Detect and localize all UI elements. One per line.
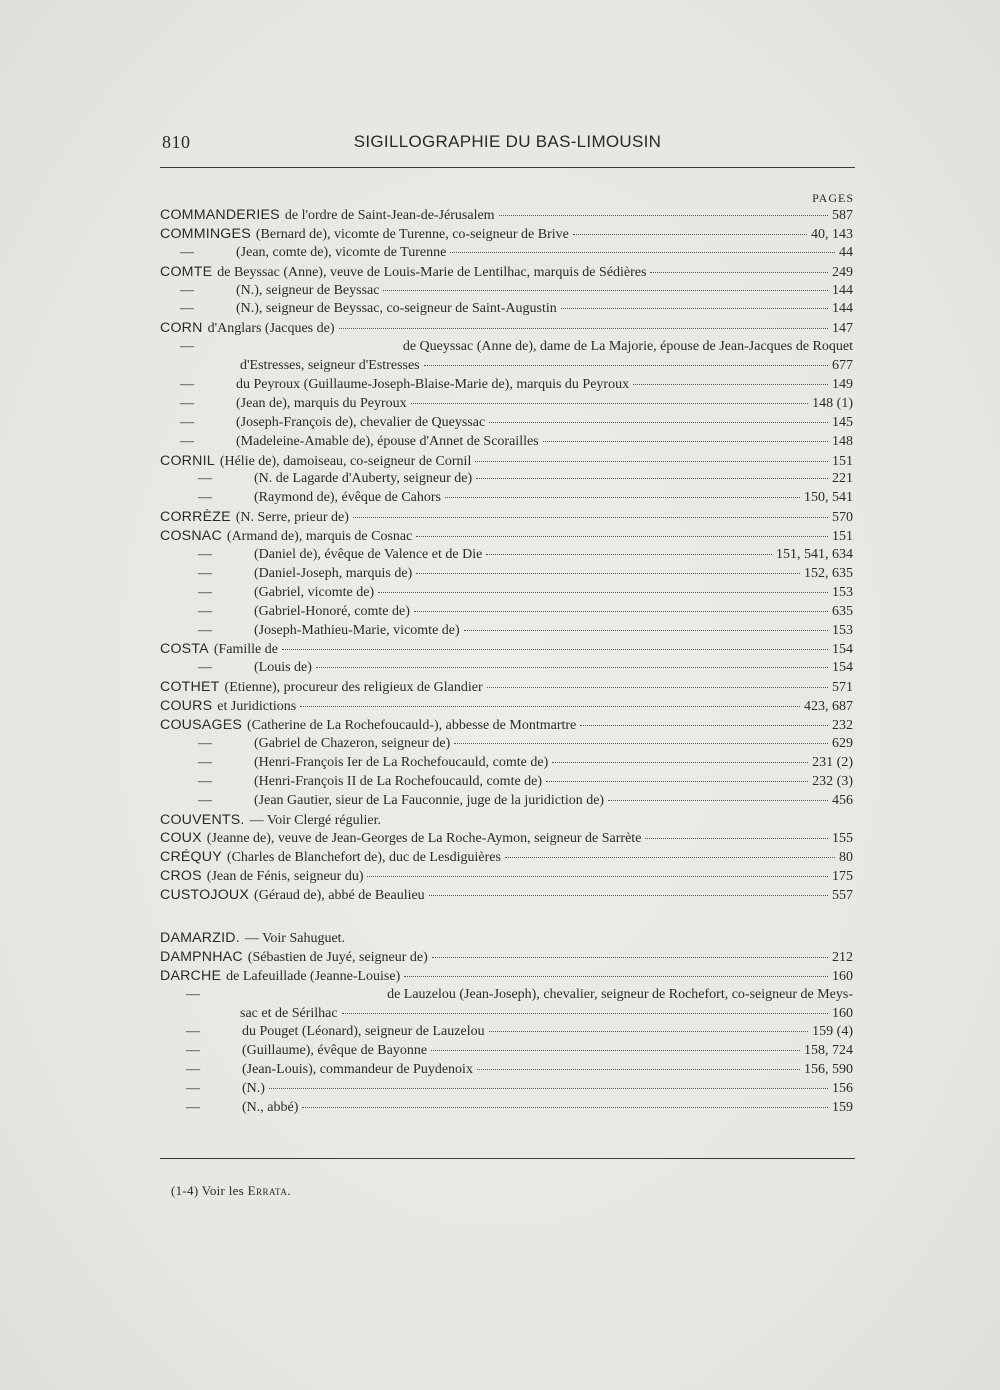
dot-leader (633, 384, 828, 385)
dot-leader (424, 365, 828, 366)
index-entry (160, 792, 853, 811)
entry-text: — Voir Clergé régulier. (249, 812, 382, 828)
entry-text: — Voir Sahuguet. (244, 930, 346, 946)
entry-dash: — (180, 377, 194, 393)
entry-pages: 635 (832, 603, 853, 619)
index-entry (160, 433, 853, 452)
entry-text: (Jean Gautier, sieur de La Fauconnie, juge de la juridiction de) (254, 792, 605, 808)
dot-leader (645, 838, 828, 839)
entry-text: du Peyroux (Guillaume-Joseph-Blaise-Marie de), marquis du Peyroux (236, 377, 630, 393)
entry-pages: 151 (832, 453, 853, 469)
entry-pages: 175 (832, 869, 853, 885)
entry-pages: 80 (839, 850, 853, 866)
entry-text: (Raymond de), évêque de Cahors (254, 490, 441, 506)
dot-leader (580, 725, 828, 726)
entry-headword: DAMPNHAC (160, 948, 243, 965)
page-header (160, 132, 855, 158)
entry-pages: 160 (832, 968, 853, 984)
entry-pages: 423, 687 (804, 699, 853, 715)
entry-dash: — (198, 660, 212, 676)
dot-leader (477, 1069, 800, 1070)
dot-leader (464, 630, 828, 631)
entry-text: (Géraud de), abbé de Beaulieu (254, 888, 425, 904)
entry-text: (Etienne), procureur des religieux de Glandier (224, 680, 483, 696)
section-gap (160, 905, 853, 929)
dot-leader (378, 592, 828, 593)
dot-leader (302, 1107, 828, 1108)
dot-leader (300, 706, 800, 707)
index-entry (160, 376, 853, 395)
entry-pages: 44 (839, 244, 853, 260)
entry-pages: 148 (1) (812, 395, 853, 411)
entry-pages: 159 (832, 1099, 853, 1115)
index-entry (160, 565, 853, 584)
entry-pages: 149 (832, 377, 853, 393)
entry-text: sac et de Sérilhac (240, 1005, 338, 1021)
page-number: 810 (162, 132, 191, 152)
entry-pages: 144 (832, 301, 853, 317)
dot-leader (445, 497, 800, 498)
entry-pages: 158, 724 (804, 1043, 853, 1059)
index-entry (160, 395, 853, 414)
dot-leader (450, 252, 835, 253)
entry-text: (Jean de Fénis, seigneur du) (206, 869, 364, 885)
entry-pages: 571 (832, 680, 853, 696)
entry-pages: 148 (832, 433, 853, 449)
dot-leader (367, 876, 828, 877)
entry-text: (Guillaume), évêque de Bayonne (242, 1043, 428, 1059)
index-entry (160, 603, 853, 622)
dot-leader (429, 895, 828, 896)
entry-pages: 587 (832, 208, 853, 223)
entry-text: de Queyssac (Anne de), dame de La Majorie, épouse de Jean-Jacques de Roquet (402, 339, 853, 355)
entry-headword: COMMINGES (160, 225, 251, 242)
index-entry (160, 452, 853, 471)
dot-leader (383, 290, 828, 291)
entry-headword: COUX (160, 830, 202, 847)
entry-pages: 156, 590 (804, 1062, 853, 1078)
entry-pages: 570 (832, 510, 853, 526)
entry-pages: 212 (832, 949, 853, 965)
entry-dash: — (180, 339, 194, 355)
index-entry (160, 414, 853, 433)
index-entry (160, 678, 853, 697)
index-entry (160, 584, 853, 603)
entry-dash: — (198, 754, 212, 770)
entry-headword: COSNAC (160, 528, 222, 545)
entry-pages: 557 (832, 888, 853, 904)
footnote-errata-ref: Errata. (247, 1183, 292, 1198)
dot-leader (561, 308, 828, 309)
index-entry (160, 1080, 853, 1099)
index-entry (160, 829, 853, 848)
entry-dash: — (186, 1081, 200, 1097)
entry-headword: COTHET (160, 679, 220, 696)
entry-pages: 151, 541, 634 (776, 547, 853, 563)
entry-text: (Henri-François Ier de La Rochefoucauld, comte de) (254, 754, 549, 770)
entry-headword: COMTE (160, 263, 213, 280)
entry-headword: DARCHE (160, 967, 222, 984)
index-entry (160, 1023, 853, 1042)
entry-text: (Gabriel de Chazeron, seigneur de) (254, 735, 451, 751)
entry-headword: COMMANDERIES (160, 207, 280, 223)
dot-leader (416, 536, 828, 537)
entry-pages: 155 (832, 831, 853, 847)
dot-leader (411, 403, 808, 404)
entry-text: (N.), seigneur de Beyssac, co-seigneur de Saint-Augustin (236, 301, 557, 317)
entry-dash: — (198, 622, 212, 638)
entry-text: et Juridictions (217, 699, 297, 715)
entry-pages: 147 (832, 321, 853, 337)
index-entry (160, 263, 853, 282)
index-entry (160, 508, 853, 527)
entry-pages: 153 (832, 584, 853, 600)
entry-text: de Lauzelou (Jean-Joseph), chevalier, seigneur de Rochefort, co-seigneur de Meys- (387, 986, 853, 1002)
dot-leader (339, 328, 828, 329)
entry-dash: — (186, 1062, 200, 1078)
entry-pages: 145 (832, 414, 853, 430)
index-entry (160, 1099, 853, 1118)
dot-leader (431, 1050, 800, 1051)
dot-leader (342, 1013, 828, 1014)
dot-leader (454, 743, 828, 744)
entry-pages: 153 (832, 622, 853, 638)
index-entry (160, 640, 853, 659)
entry-headword: COURS (160, 698, 213, 715)
entry-pages: 232 (832, 718, 853, 734)
entry-text: (N.), seigneur de Beyssac (236, 282, 380, 298)
entry-text: (Bernard de), vicomte de Turenne, co-seigneur de Brive (255, 226, 569, 242)
entry-headword: DAMARZID. (160, 929, 240, 946)
entry-text: (Madeleine-Amable de), épouse d'Annet de Scorailles (236, 433, 539, 449)
entry-headword: CRÉQUY (160, 849, 222, 866)
dot-leader (487, 687, 828, 688)
dot-leader (489, 1031, 809, 1032)
dot-leader (573, 234, 807, 235)
entry-pages: 156 (832, 1081, 853, 1097)
entry-pages: 456 (832, 792, 853, 808)
entry-pages: 231 (2) (812, 754, 853, 770)
dot-leader (416, 573, 800, 574)
entry-text: (Joseph-François de), chevalier de Queyssac (236, 414, 486, 430)
entry-headword: CORNIL (160, 452, 215, 469)
entry-text: (Gabriel, vicomte de) (254, 584, 375, 600)
entry-text: (N., abbé) (242, 1099, 299, 1115)
dot-leader (476, 478, 828, 479)
entry-text: de Beyssac (Anne), veuve de Louis-Marie de Lentilhac, marquis de Sédières (217, 264, 647, 280)
entry-dash: — (198, 471, 212, 487)
entry-dash: — (198, 735, 212, 751)
entry-dash: — (186, 1043, 200, 1059)
entry-dash: — (180, 244, 194, 260)
entry-text: (Jeanne de), veuve de Jean-Georges de La Roche-Aymon, seigneur de Sarrète (206, 831, 642, 847)
entry-pages: 160 (832, 1005, 853, 1021)
entry-dash: — (186, 986, 200, 1002)
dot-leader (353, 517, 828, 518)
entry-headword: COUVENTS. (160, 811, 245, 828)
index-entry (160, 848, 853, 867)
entry-text: (N. Serre, prieur de) (235, 510, 349, 526)
entry-text: de Lafeuillade (Jeanne-Louise) (226, 968, 401, 984)
entry-headword: COSTA (160, 641, 209, 658)
entry-text: (Daniel-Joseph, marquis de) (254, 565, 413, 581)
dot-leader (608, 800, 828, 801)
entry-text: (N.) (242, 1081, 265, 1097)
entry-headword: CUSTOJOUX (160, 887, 250, 904)
index-entry (160, 282, 853, 301)
dot-leader (489, 422, 828, 423)
entry-text: (Gabriel-Honoré, comte de) (254, 603, 410, 619)
dot-leader (543, 441, 828, 442)
entry-pages: 232 (3) (812, 773, 853, 789)
index-entry (160, 967, 853, 986)
index-entry (160, 659, 853, 678)
index-entry (160, 1061, 853, 1080)
entry-pages: 221 (832, 471, 853, 487)
entry-dash: — (198, 584, 212, 600)
entry-text: (Henri-François II de La Rochefoucauld, comte de) (254, 773, 543, 789)
dot-leader (414, 611, 828, 612)
entry-text: (Armand de), marquis de Cosnac (226, 529, 413, 545)
dot-leader (650, 272, 828, 273)
entry-dash: — (198, 792, 212, 808)
entry-dash: — (180, 395, 194, 411)
entry-text: d'Estresses, seigneur d'Estresses (240, 358, 420, 374)
running-title: SIGILLOGRAPHIE DU BAS-LIMOUSIN (353, 132, 662, 151)
entry-dash: — (186, 1024, 200, 1040)
entry-text: (Sébastien de Juyé, seigneur de) (247, 949, 428, 965)
index-entry (160, 489, 853, 508)
index-entry (160, 319, 853, 338)
entry-text: (Jean de), marquis du Peyroux (236, 395, 407, 411)
index-entry (160, 811, 853, 830)
dot-leader (316, 667, 828, 668)
entry-dash: — (198, 565, 212, 581)
index-entry (160, 1042, 853, 1061)
footnote (171, 1183, 291, 1199)
entry-text: (Catherine de La Rochefoucauld-), abbesse de Montmartre (247, 718, 577, 734)
footnote-text: (1-4) Voir les (171, 1183, 245, 1198)
entry-text: (Louis de) (254, 660, 312, 676)
dot-leader (432, 957, 828, 958)
dot-leader (546, 781, 808, 782)
entry-pages: 159 (4) (812, 1024, 853, 1040)
entry-text: d'Anglars (Jacques de) (207, 321, 335, 337)
entry-pages: 154 (832, 660, 853, 676)
entry-pages: 629 (832, 735, 853, 751)
index-entry (160, 948, 853, 967)
entry-headword: CROS (160, 868, 202, 885)
index-entry (160, 622, 853, 641)
entry-pages: 40, 143 (811, 226, 853, 242)
index-entry (160, 206, 853, 225)
entry-text: (Joseph-Mathieu-Marie, vicomte de) (254, 622, 460, 638)
entry-pages: 150, 541 (804, 490, 853, 506)
index-entry (160, 716, 853, 735)
index-list (160, 206, 853, 1118)
entry-dash: — (198, 773, 212, 789)
entry-headword: CORN (160, 320, 203, 337)
entry-text: du Pouget (Léonard), seigneur de Lauzelou (242, 1024, 485, 1040)
index-entry (160, 867, 853, 886)
index-entry (160, 754, 853, 773)
index-entry (160, 929, 853, 948)
entry-pages: 249 (832, 264, 853, 280)
entry-pages: 144 (832, 282, 853, 298)
index-entry (160, 527, 853, 546)
index-entry (160, 300, 853, 319)
entry-dash: — (180, 282, 194, 298)
index-entry (160, 470, 853, 489)
entry-pages: 152, 635 (804, 565, 853, 581)
entry-text: (Daniel de), évêque de Valence et de Die (254, 547, 483, 563)
dot-leader (505, 857, 835, 858)
entry-text: (N. de Lagarde d'Auberty, seigneur de) (254, 471, 473, 487)
entry-dash: — (198, 490, 212, 506)
entry-text: (Famille de (213, 642, 278, 658)
index-entry (160, 225, 853, 244)
entry-text: (Jean-Louis), commandeur de Puydenoix (242, 1062, 473, 1078)
entry-text: (Charles de Blanchefort de), duc de Lesdiguières (226, 850, 501, 866)
dot-leader (404, 976, 828, 977)
entry-text: (Hélie de), damoiseau, co-seigneur de Cornil (219, 453, 472, 469)
index-entry (160, 735, 853, 754)
entry-dash: — (198, 603, 212, 619)
index-entry (160, 773, 853, 792)
entry-dash: — (186, 1099, 200, 1115)
index-entry (160, 546, 853, 565)
entry-headword: CORRÈZE (160, 509, 231, 526)
index-entry (160, 1005, 853, 1024)
dot-leader (282, 649, 828, 650)
dot-leader (552, 762, 808, 763)
dot-leader (499, 215, 828, 216)
entry-pages: 677 (832, 358, 853, 374)
dot-leader (475, 461, 828, 462)
index-entry (160, 697, 853, 716)
entry-headword: COUSAGES (160, 717, 243, 734)
dot-leader (269, 1088, 828, 1089)
entry-text: de l'ordre de Saint-Jean-de-Jérusalem (284, 208, 495, 223)
index-entry (160, 886, 853, 905)
index-entry (160, 357, 853, 376)
entry-dash: — (180, 414, 194, 430)
entry-dash: — (198, 547, 212, 563)
entry-text: (Jean, comte de), vicomte de Turenne (236, 244, 447, 260)
pages-column-label: PAGES (812, 191, 854, 205)
index-entry (160, 244, 853, 263)
entry-pages: 154 (832, 642, 853, 658)
dot-leader (486, 554, 772, 555)
footnote-rule (160, 1158, 855, 1159)
entry-dash: — (180, 301, 194, 317)
entry-pages: 151 (832, 529, 853, 545)
index-entry (160, 986, 853, 1005)
index-entry (160, 338, 853, 357)
entry-dash: — (180, 433, 194, 449)
header-rule (160, 167, 855, 168)
